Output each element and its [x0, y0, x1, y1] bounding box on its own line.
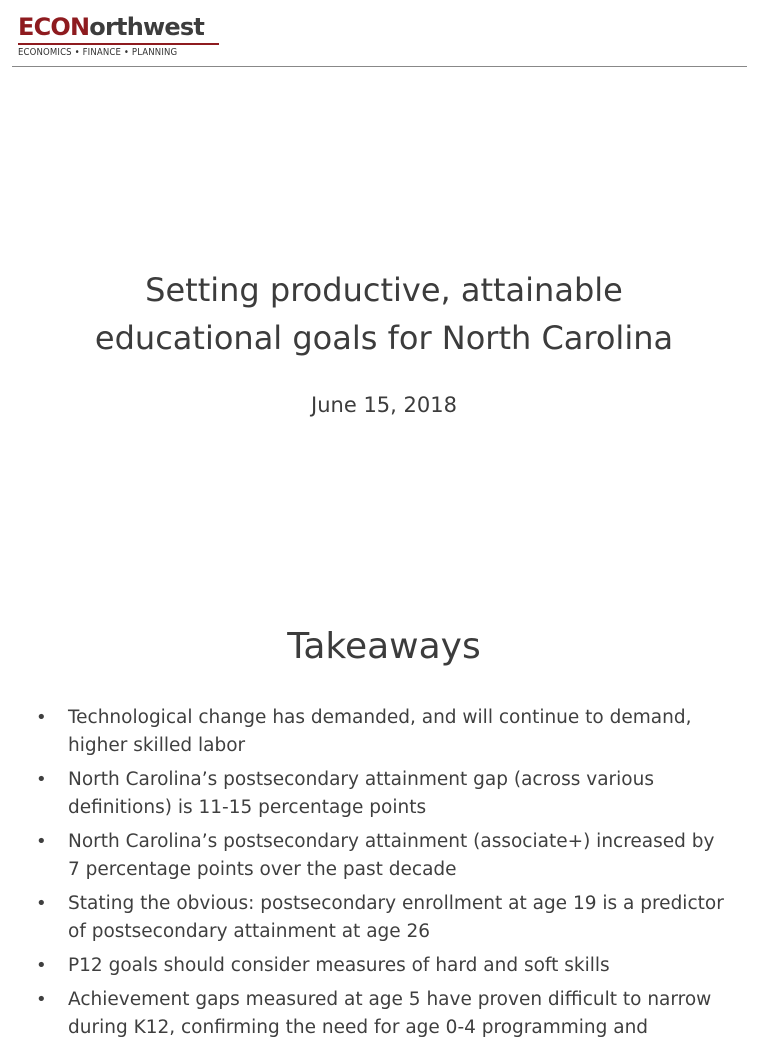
bullet-icon: •: [36, 989, 47, 1010]
bullet-line1: North Carolina’s postsecondary attainment gap (across various: [68, 769, 654, 790]
list-item: [0, 952, 768, 980]
takeaways-slide: [0, 600, 768, 1038]
bullet-line2: of postsecondary attainment at age 26: [68, 921, 431, 942]
bullet-icon: •: [36, 893, 47, 914]
bullet-line2: definitions) is 11-15 percentage points: [68, 797, 427, 818]
list-item: [0, 704, 768, 760]
bullet-line1: Achievement gaps measured at age 5 have proven difficult to narrow: [68, 989, 712, 1010]
bullet-icon: •: [36, 831, 47, 852]
list-item: [0, 890, 768, 946]
bullet-icon: •: [36, 769, 47, 790]
bullet-line2: higher skilled labor: [68, 735, 246, 756]
slide-title: [0, 266, 768, 362]
bullet-icon: •: [36, 707, 47, 728]
slide-title-line2: educational goals for North Carolina: [94, 319, 674, 357]
bullet-line1: North Carolina’s postsecondary attainment (associate+) increased by: [68, 831, 715, 852]
logo-northwest: orthwest: [89, 13, 204, 41]
bullet-line1: Technological change has demanded, and will continue to demand,: [68, 707, 692, 728]
takeaways-heading: Takeaways: [287, 626, 481, 667]
list-item: [0, 766, 768, 822]
logo-econ: ECON: [18, 13, 90, 41]
bullet-line2: 7 percentage points over the past decade: [68, 859, 457, 880]
list-item: [0, 986, 768, 1042]
presentation-date: June 15, 2018: [311, 393, 457, 417]
bullet-line1: Stating the obvious: postsecondary enrollment at age 19 is a predictor: [68, 893, 724, 914]
bullet-line1: P12 goals should consider measures of hard and soft skills: [68, 955, 610, 976]
logo-underline: [18, 43, 219, 45]
logo-tagline: ECONOMICS • FINANCE • PLANNING: [18, 47, 178, 58]
logo-wordmark: [18, 12, 223, 42]
header-divider: [12, 66, 747, 67]
bullet-line2: during K12, confirming the need for age 0-4 programming and: [68, 1017, 649, 1038]
takeaways-list: [0, 704, 768, 1048]
bullet-icon: •: [36, 955, 47, 976]
list-item: [0, 828, 768, 884]
slide-title-line1: Setting productive, attainable: [145, 271, 623, 309]
econorthwest-logo: [18, 12, 223, 58]
